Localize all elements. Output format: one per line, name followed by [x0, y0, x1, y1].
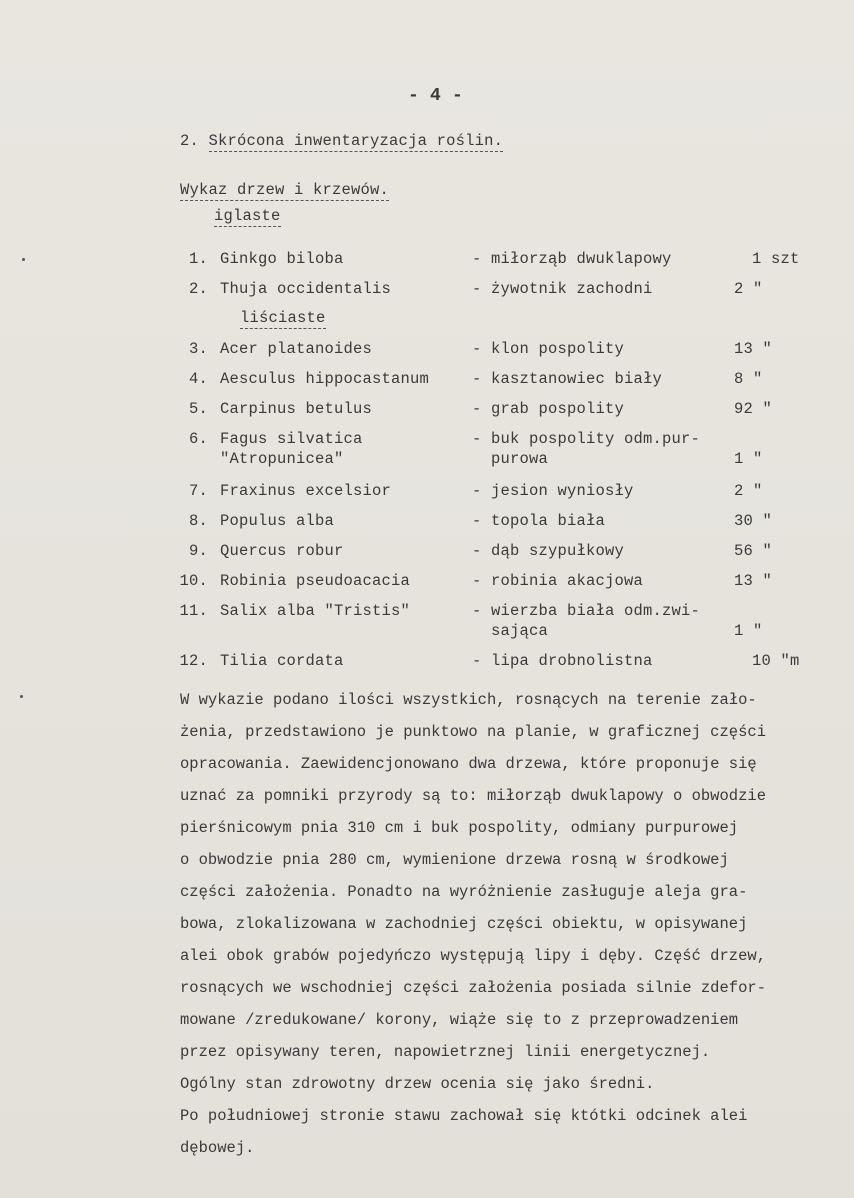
species-number: 3. — [188, 340, 208, 358]
latin-name: Tilia cordata — [220, 652, 344, 670]
polish-name-cont: sająca — [472, 622, 549, 640]
latin-name: Fagus silvatica — [220, 430, 363, 448]
polish-name-cont: purowa — [472, 450, 549, 468]
page-number: - 4 - — [408, 86, 464, 106]
latin-name: Salix alba "Tristis" — [220, 602, 411, 620]
quantity: 13 " — [734, 572, 773, 590]
quantity: 92 " — [734, 400, 773, 418]
group-heading-deciduous: liściaste — [240, 309, 326, 327]
quantity: 1 " — [734, 622, 763, 640]
quantity: 10 "m — [752, 652, 800, 670]
species-number: 7. — [188, 482, 208, 500]
polish-name: - jesion wyniosły — [472, 482, 634, 500]
paragraph-line: rosnących we wschodniej części założenia posiada silnie zdefor- — [180, 979, 766, 997]
polish-name: - grab pospolity — [472, 400, 625, 418]
section-title: Skrócona inwentaryzacja roślin. — [208, 132, 504, 150]
quantity: 2 " — [734, 280, 763, 298]
latin-name: Fraxinus excelsior — [220, 482, 392, 500]
species-number: 6. — [188, 430, 208, 448]
quantity: 1 " — [734, 450, 763, 468]
quantity: 56 " — [734, 542, 773, 560]
latin-name: Quercus robur — [220, 542, 344, 560]
paragraph-line: pierśnicowym pnia 310 cm i buk pospolity, odmiany purpurowej — [180, 819, 739, 837]
species-number: 5. — [188, 400, 208, 418]
paragraph-line: W wykazie podano ilości wszystkich, rosnących na terenie zało- — [180, 691, 757, 709]
species-number: 9. — [188, 542, 208, 560]
body-paragraph — [180, 684, 840, 1164]
latin-name: Ginkgo biloba — [220, 250, 344, 268]
polish-name: - robinia akacjowa — [472, 572, 644, 590]
quantity: 13 " — [734, 340, 773, 358]
paragraph-line: opracowania. Zaewidencjonowano dwa drzewa, które proponuje się — [180, 755, 757, 773]
species-number: 10. — [179, 572, 208, 590]
latin-name: Populus alba — [220, 512, 335, 530]
latin-name-cont: "Atropunicea" — [220, 450, 344, 468]
paragraph-line: dębowej. — [180, 1139, 255, 1157]
polish-name: - klon pospolity — [472, 340, 625, 358]
polish-name: - dąb szypułkowy — [472, 542, 625, 560]
latin-name: Acer platanoides — [220, 340, 373, 358]
polish-name: - miłorząb dwuklapowy — [472, 250, 672, 268]
latin-name: Robinia pseudoacacia — [220, 572, 411, 590]
paragraph-line: alei obok grabów pojedyńczo występują lipy i dęby. Część drzew, — [180, 947, 766, 965]
polish-name: - buk pospolity odm.pur- — [472, 430, 701, 448]
quantity: 2 " — [734, 482, 763, 500]
paragraph-line: żenia, przedstawiono je punktowo na planie, w graficznej części — [180, 723, 766, 741]
polish-name: - kasztanowiec biały — [472, 370, 663, 388]
polish-name: - wierzba biała odm.zwi- — [472, 602, 701, 620]
quantity: 30 " — [734, 512, 773, 530]
paragraph-line: Ogólny stan zdrowotny drzew ocenia się jako średni. — [180, 1075, 655, 1093]
paragraph-line: części założenia. Ponadto na wyróżnienie zasługuje aleja gra- — [180, 883, 748, 901]
section-number: 2. — [180, 132, 200, 150]
species-number: 2. — [188, 280, 208, 298]
paragraph-line: o obwodzie pnia 280 cm, wymienione drzewa rosną w środkowej — [180, 851, 729, 869]
species-number: 1. — [188, 250, 208, 268]
paragraph-line: mowane /zredukowane/ korony, wiąże się to z przeprowadzeniem — [180, 1011, 739, 1029]
species-row — [0, 602, 854, 646]
paragraph-line: bowa, zlokalizowana w zachodniej części obiektu, w opisywanej — [180, 915, 748, 933]
quantity: 8 " — [734, 370, 763, 388]
species-row — [0, 280, 854, 324]
latin-name: Aesculus hippocastanum — [220, 370, 430, 388]
paragraph-line: przez opisywany teren, napowietrznej linii energetycznej. — [180, 1043, 711, 1061]
latin-name: Thuja occidentalis — [220, 280, 392, 298]
paragraph-line: uznać za pomniki przyrody są to: miłorząb dwuklapowy o obwodzie — [180, 787, 766, 805]
group-heading-conifer: iglaste — [214, 207, 281, 225]
section-heading — [180, 132, 503, 150]
latin-name: Carpinus betulus — [220, 400, 373, 418]
list-heading: Wykaz drzew i krzewów. — [180, 181, 390, 199]
species-number: 4. — [188, 370, 208, 388]
species-number: 11. — [179, 602, 208, 620]
quantity: 1 szt — [752, 250, 800, 268]
species-row — [0, 430, 854, 474]
paragraph-line: Po południowej stronie stawu zachował się któtki odcinek alei — [180, 1107, 748, 1125]
species-number: 12. — [179, 652, 208, 670]
polish-name: - żywotnik zachodni — [472, 280, 653, 298]
polish-name: - lipa drobnolistna — [472, 652, 653, 670]
species-number: 8. — [188, 512, 208, 530]
polish-name: - topola biała — [472, 512, 606, 530]
